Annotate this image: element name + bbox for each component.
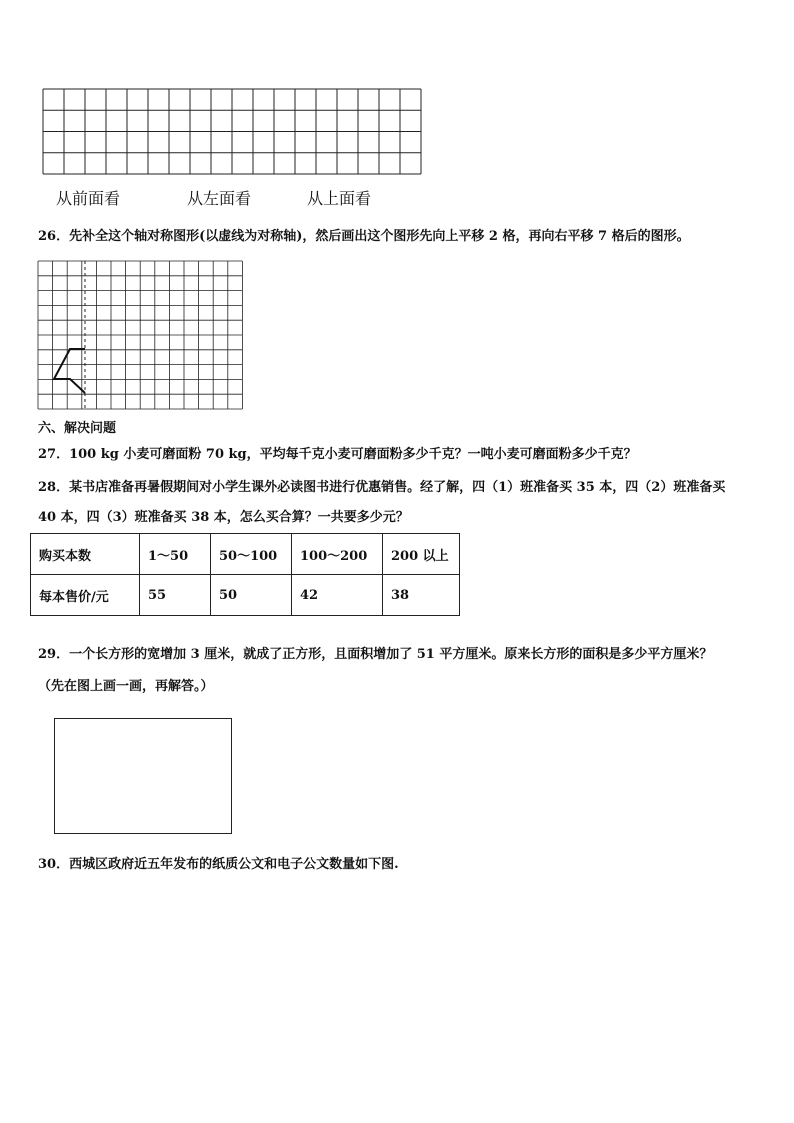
price-table-cell: 42 xyxy=(292,575,383,616)
price-table-header-row xyxy=(31,534,460,575)
price-table-price-row xyxy=(31,575,460,616)
view-label-front: 从前面看 xyxy=(56,189,121,208)
question-28-line1: 28．某书店准备再暑假期间对小学生课外必读图书进行优惠销售。经了解，四（1）班准备买 35 本，四（2）班准备买 xyxy=(38,480,726,495)
price-table-cell: 1～50 xyxy=(140,534,211,575)
question-27: 27．100 kg 小麦可磨面粉 70 kg，平均每千克小麦可磨面粉多少千克？一吨小麦可磨面粉多少千克？ xyxy=(38,447,637,462)
question-29-line1: 29．一个长方形的宽增加 3 厘米，就成了正方形，且面积增加了 51 平方厘米。原来长方形的面积是多少平方厘米？ xyxy=(38,647,713,662)
question-26: 26．先补全这个轴对称图形(以虚线为对称轴)，然后画出这个图形先向上平移 2 格，再向右平移 7 格后的图形。 xyxy=(38,229,690,244)
price-table-cell: 200 以上 xyxy=(383,534,460,575)
price-table-cell: 50～100 xyxy=(211,534,292,575)
price-table-cell: 100～200 xyxy=(292,534,383,575)
question-28-line2: 40 本，四（3）班准备买 38 本，怎么买合算？一共要多少元？ xyxy=(38,510,409,525)
half-figure xyxy=(54,349,85,393)
section-six-title: 六、解决问题 xyxy=(38,421,117,436)
three-view-grid xyxy=(43,89,421,175)
question-30: 30．西城区政府近五年发布的纸质公文和电子公文数量如下图. xyxy=(38,857,399,872)
price-table-cell: 55 xyxy=(140,575,211,616)
view-label-top: 从上面看 xyxy=(307,189,372,208)
question-29-line2: （先在图上画一画，再解答。） xyxy=(38,679,214,694)
symmetry-grid xyxy=(38,261,244,411)
price-table xyxy=(30,533,460,616)
price-table-cell: 38 xyxy=(383,575,460,616)
price-table-cell: 50 xyxy=(211,575,292,616)
price-table-cell: 每本售价/元 xyxy=(31,575,140,616)
view-label-left: 从左面看 xyxy=(187,189,252,208)
rectangle-drawing-area xyxy=(54,718,232,834)
price-table-cell: 购买本数 xyxy=(31,534,140,575)
